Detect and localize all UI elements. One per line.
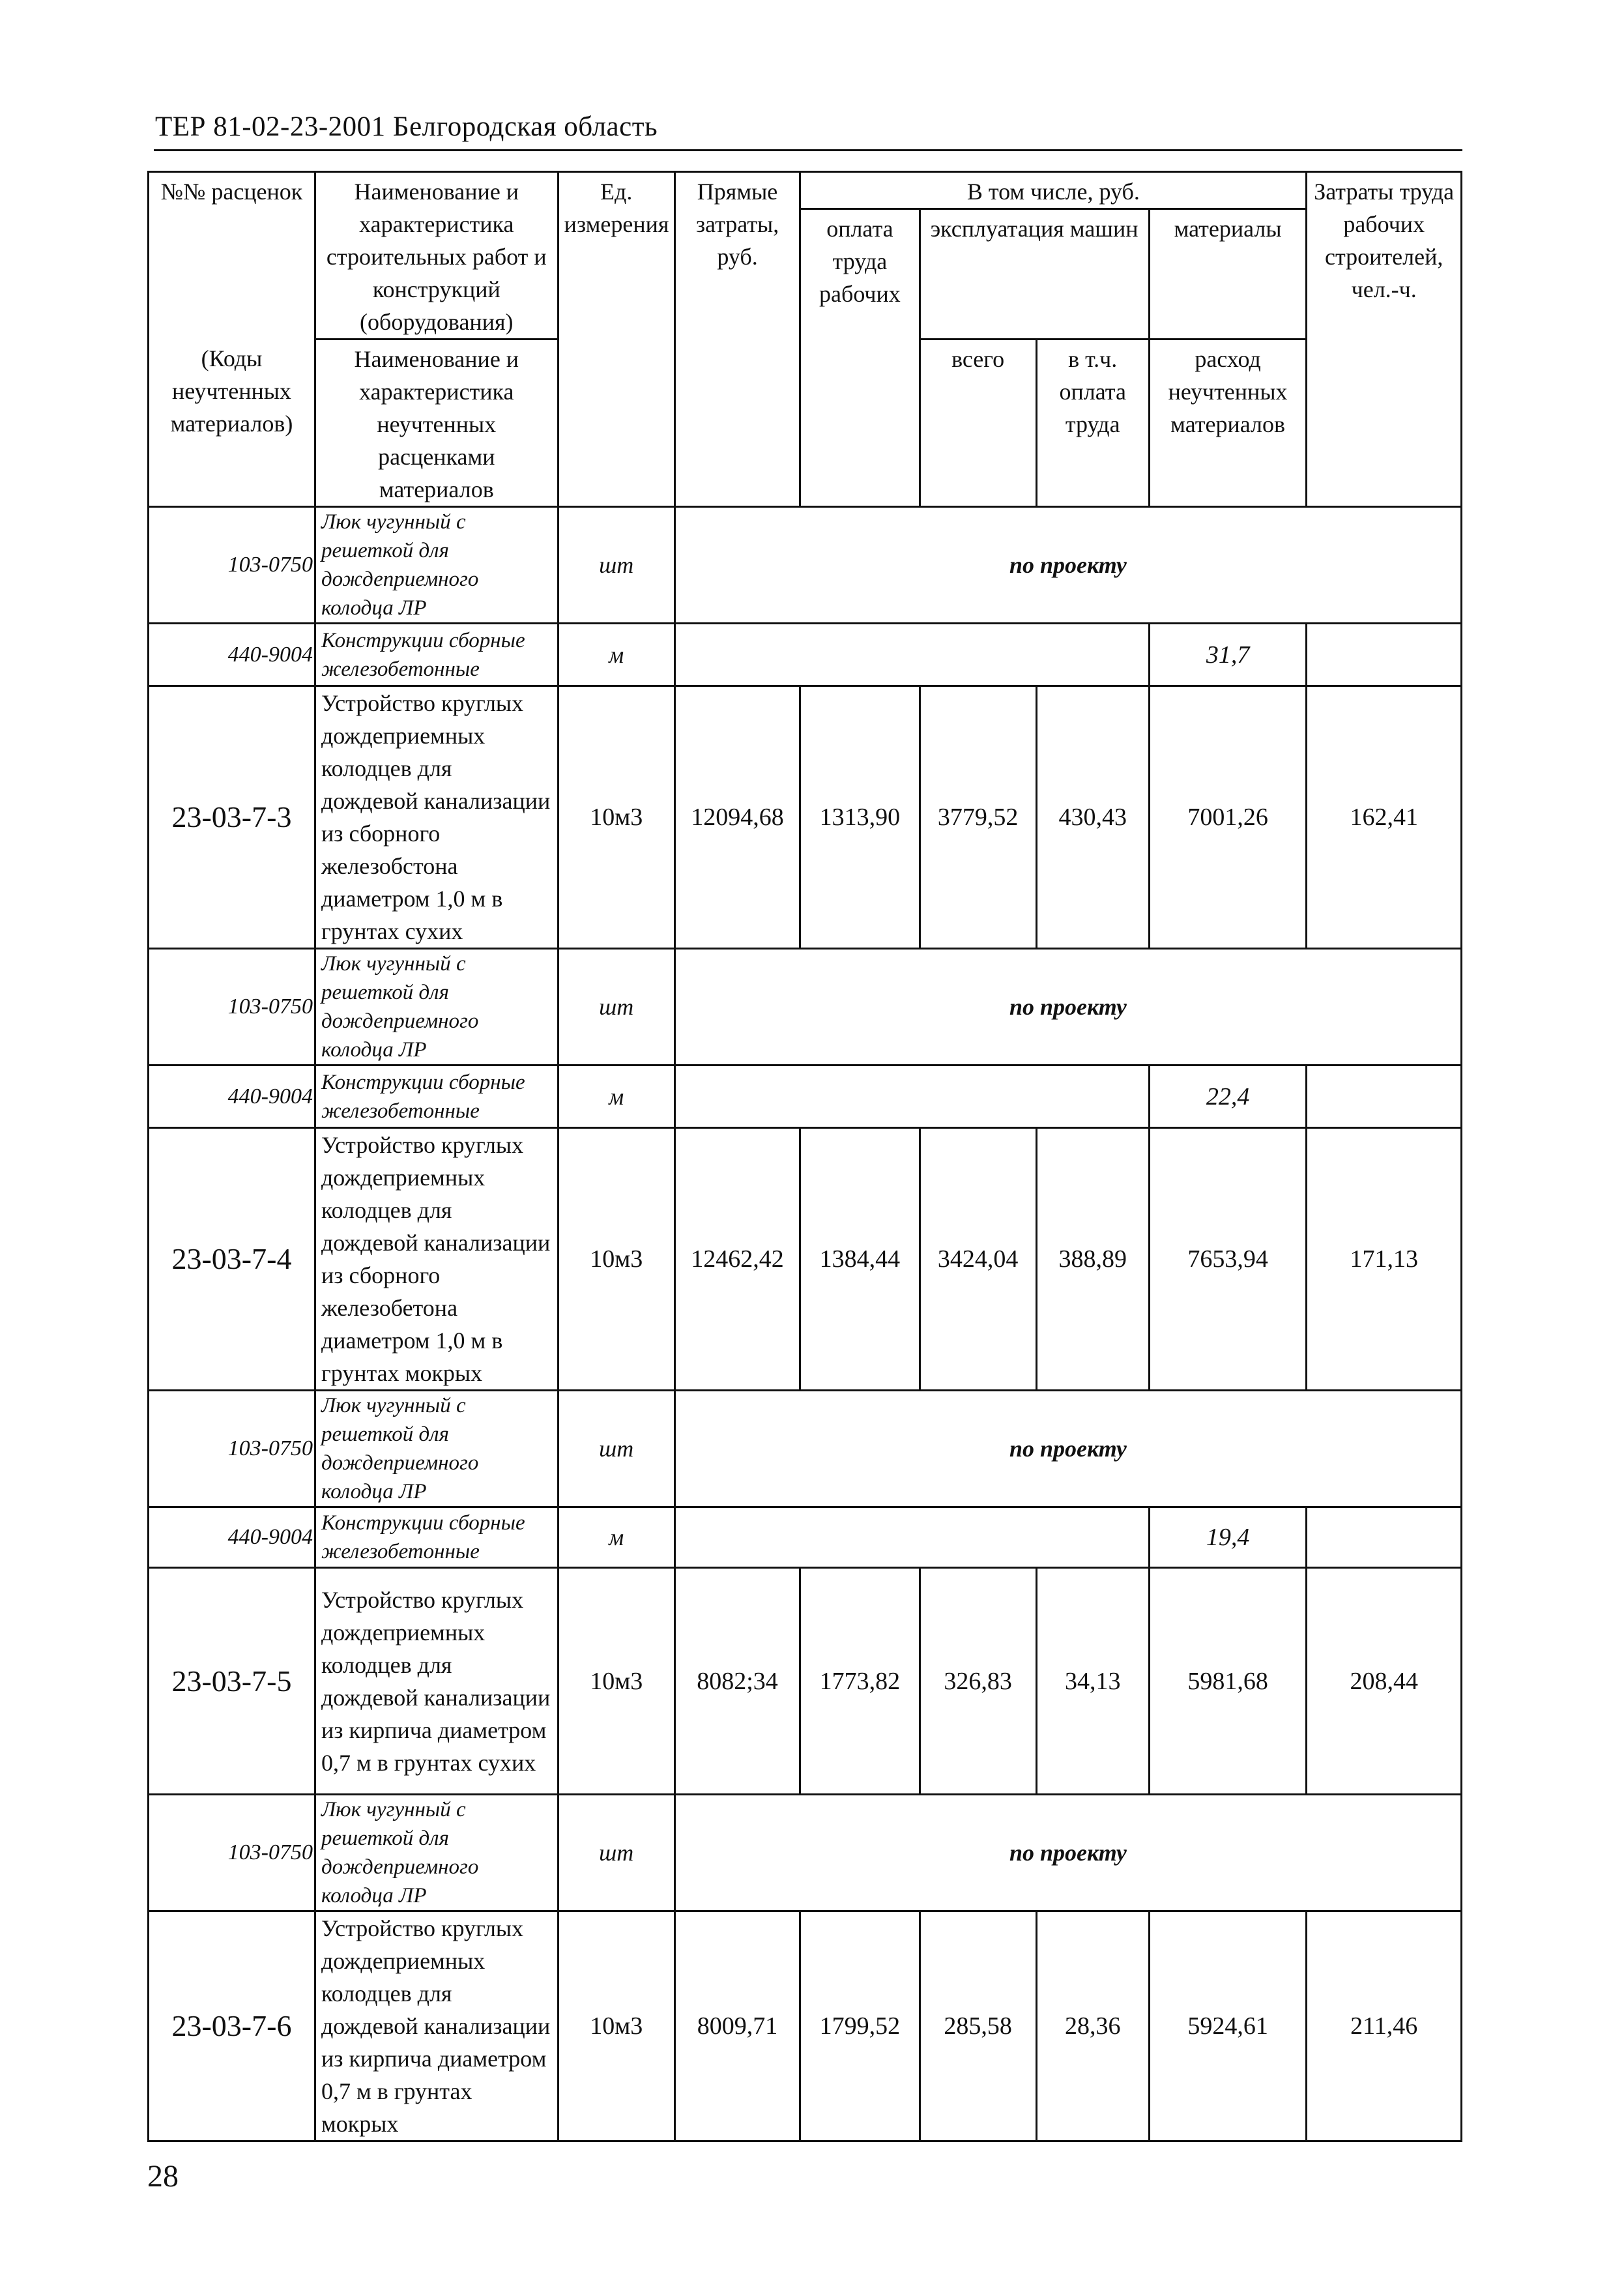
table-row: [149, 1568, 1462, 1795]
rate-labor: 162,41: [1307, 686, 1462, 949]
material-name: Люк чугунный с решеткой для дождеприемного колодца ЛР: [315, 949, 558, 1065]
material-unit: м: [558, 624, 674, 686]
table-row: [149, 1128, 1462, 1391]
rate-code: 23-03-7-4: [149, 1128, 315, 1391]
table-row: [149, 949, 1462, 1065]
rate-direct: 8082;34: [674, 1568, 800, 1795]
material-code: 103-0750: [149, 1391, 315, 1507]
rate-materials: 7653,94: [1149, 1128, 1307, 1391]
empty-cell: [1307, 1507, 1462, 1568]
table-row: [149, 507, 1462, 624]
material-code: 103-0750: [149, 507, 315, 624]
rate-wages: 1313,90: [800, 686, 920, 949]
rate-machines-wages: 28,36: [1036, 1911, 1149, 2141]
rate-wages: 1773,82: [800, 1568, 920, 1795]
rate-name: Устройство круглых дождеприемных колодцев для дождевой канализации из сборного железобстона диаметром 1,0 м в грунтах сухих: [315, 686, 558, 949]
rate-machines-wages: 430,43: [1036, 686, 1149, 949]
by-project-note: по проекту: [674, 507, 1461, 624]
table-row: [149, 1391, 1462, 1507]
rate-direct: 12462,42: [674, 1128, 800, 1391]
material-consumption: 19,4: [1149, 1507, 1307, 1568]
empty-cell: [674, 1507, 1149, 1568]
rate-labor: 211,46: [1307, 1911, 1462, 2141]
material-code: 440-9004: [149, 1507, 315, 1568]
rate-materials: 5981,68: [1149, 1568, 1307, 1795]
rate-machines: 285,58: [920, 1911, 1036, 2141]
material-code: 440-9004: [149, 1065, 315, 1128]
header-code-bottom: (Коды неучтенных материалов): [149, 340, 315, 507]
rate-machines-wages: 34,13: [1036, 1568, 1149, 1795]
header-machines-wages: в т.ч. оплата труда: [1036, 340, 1149, 507]
rate-wages: 1384,44: [800, 1128, 920, 1391]
header-direct-costs: Прямые затраты, руб.: [674, 172, 800, 507]
rate-labor: 208,44: [1307, 1568, 1462, 1795]
rate-name: Устройство круглых дождеприемных колодцев для дождевой канализации из кирпича диаметром 0,7 м в грунтах сухих: [315, 1568, 558, 1795]
material-unit: шт: [558, 949, 674, 1065]
material-consumption: 22,4: [1149, 1065, 1307, 1128]
table-row: [149, 1795, 1462, 1911]
rate-machines: 3424,04: [920, 1128, 1036, 1391]
material-name: Конструкции сборные железобетонные: [315, 1065, 558, 1128]
header-materials: материалы: [1149, 209, 1307, 340]
empty-cell: [674, 1065, 1149, 1128]
by-project-note: по проекту: [674, 1795, 1461, 1911]
empty-cell: [674, 624, 1149, 686]
material-name: Люк чугунный с решеткой для дождеприемного колодца ЛР: [315, 1391, 558, 1507]
rate-code: 23-03-7-5: [149, 1568, 315, 1795]
empty-cell: [1307, 1065, 1462, 1128]
header-machines: эксплуатация машин: [920, 209, 1149, 340]
material-name: Люк чугунный с решеткой для дождеприемного колодца ЛР: [315, 1795, 558, 1911]
rate-code: 23-03-7-6: [149, 1911, 315, 2141]
rate-name: Устройство круглых дождеприемных колодцев для дождевой канализации из кирпича диаметром 0,7 м в грунтах мокрых: [315, 1911, 558, 2141]
rate-unit: 10м3: [558, 1128, 674, 1391]
header-unaccounted-consumption: расход неучтенных материалов: [1149, 340, 1307, 507]
header-wages: оплата труда рабочих: [800, 209, 920, 507]
rate-machines: 3779,52: [920, 686, 1036, 949]
table-row: [149, 1911, 1462, 2141]
material-unit: шт: [558, 1391, 674, 1507]
rate-unit: 10м3: [558, 686, 674, 949]
rate-unit: 10м3: [558, 1911, 674, 2141]
document-header: ТЕР 81-02-23-2001 Белгородская область: [155, 111, 658, 142]
material-unit: шт: [558, 507, 674, 624]
rate-code: 23-03-7-3: [149, 686, 315, 949]
table-row: [149, 1065, 1462, 1128]
material-unit: м: [558, 1065, 674, 1128]
material-code: 103-0750: [149, 1795, 315, 1911]
empty-cell: [1307, 624, 1462, 686]
material-code: 440-9004: [149, 624, 315, 686]
page-number: 28: [147, 2159, 179, 2194]
rate-machines-wages: 388,89: [1036, 1128, 1149, 1391]
material-unit: м: [558, 1507, 674, 1568]
header-including: В том числе, руб.: [800, 172, 1307, 209]
table-row: [149, 686, 1462, 949]
material-consumption: 31,7: [1149, 624, 1307, 686]
material-name: Конструкции сборные железобетонные: [315, 624, 558, 686]
header-name-bottom: Наименование и характеристика неучтенных расценками материалов: [315, 340, 558, 507]
header-rule: [154, 149, 1462, 151]
header-machines-total: всего: [920, 340, 1036, 507]
material-unit: шт: [558, 1795, 674, 1911]
rate-direct: 12094,68: [674, 686, 800, 949]
rate-name: Устройство круглых дождеприемных колодцев для дождевой канализации из сборного железобетона диаметром 1,0 м в грунтах мокрых: [315, 1128, 558, 1391]
rate-machines: 326,83: [920, 1568, 1036, 1795]
table-row: [149, 624, 1462, 686]
by-project-note: по проекту: [674, 949, 1461, 1065]
table-row: [149, 1507, 1462, 1568]
rate-wages: 1799,52: [800, 1911, 920, 2141]
material-code: 103-0750: [149, 949, 315, 1065]
material-name: Люк чугунный с решеткой для дождеприемного колодца ЛР: [315, 507, 558, 624]
rate-direct: 8009,71: [674, 1911, 800, 2141]
header-unit: Ед. измерения: [558, 172, 674, 507]
rate-labor: 171,13: [1307, 1128, 1462, 1391]
rate-materials: 5924,61: [1149, 1911, 1307, 2141]
rate-unit: 10м3: [558, 1568, 674, 1795]
by-project-note: по проекту: [674, 1391, 1461, 1507]
header-code-top: №№ расценок: [149, 172, 315, 340]
rate-materials: 7001,26: [1149, 686, 1307, 949]
rates-table: [147, 171, 1462, 2142]
material-name: Конструкции сборные железобетонные: [315, 1507, 558, 1568]
header-labor-costs: Затраты труда рабочих строителей, чел.-ч.: [1307, 172, 1462, 507]
header-name-top: Наименование и характеристика строительных работ и конструкций (оборудования): [315, 172, 558, 340]
